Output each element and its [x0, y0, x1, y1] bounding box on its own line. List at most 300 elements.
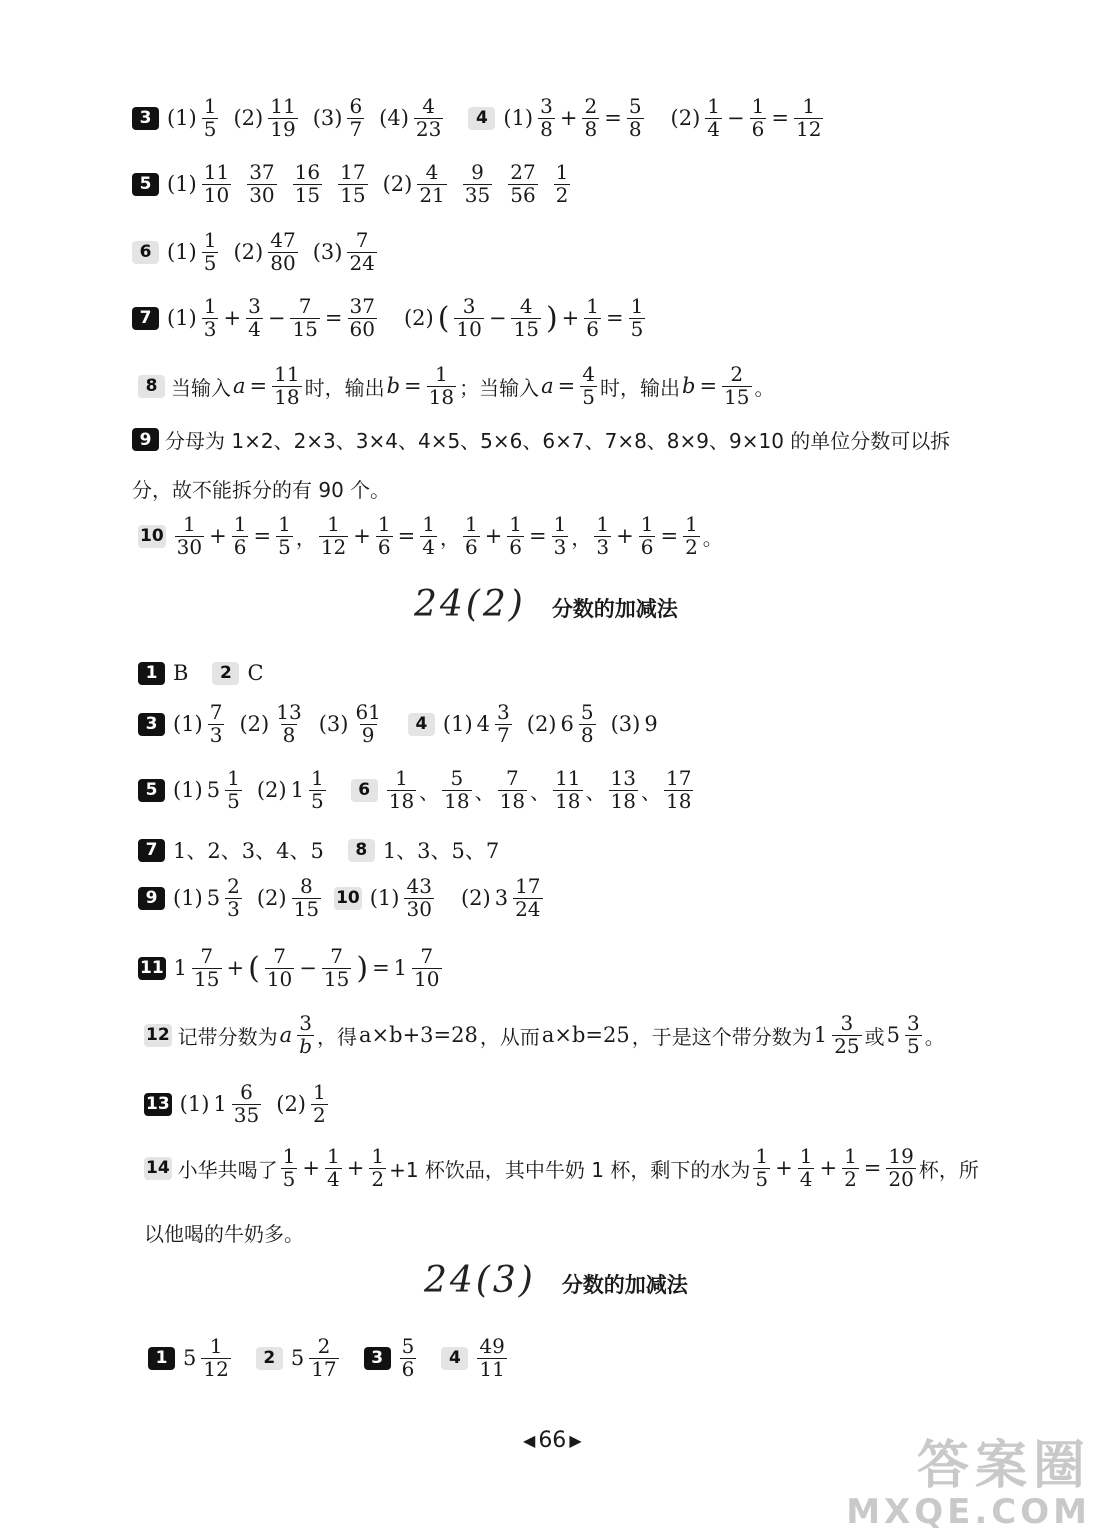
fraction-numerator: 1 [802, 94, 816, 118]
fraction [794, 96, 823, 140]
fraction [553, 768, 582, 812]
answer-text: − [488, 306, 507, 331]
question-number-badge: 13 [146, 1094, 170, 1115]
answer-text: (3) [610, 712, 641, 737]
answer-text: 3 [494, 886, 509, 911]
fraction-denominator: 30 [249, 182, 275, 207]
fraction-denominator: 2 [844, 1166, 857, 1191]
answer-text: 杯，所 [918, 1157, 979, 1182]
answer-text: 、 [585, 779, 606, 804]
answer-text: ， [295, 525, 316, 550]
fraction [609, 768, 638, 812]
answer-row-s2-q3-q4 [138, 702, 660, 746]
question-number-badge: 7 [132, 307, 159, 330]
fraction-numerator: 1 [553, 512, 567, 536]
fraction [750, 96, 767, 140]
answer-text: 时，输出 [599, 375, 680, 400]
fraction [511, 296, 540, 340]
answer-row-s2-q13 [144, 1082, 331, 1126]
answer-text: 小华共喝了 [177, 1157, 278, 1182]
fraction-numerator: 1 [203, 94, 217, 118]
left-arrow-icon: ◀ [523, 1431, 536, 1450]
fraction-numerator: 3 [299, 1011, 312, 1035]
fraction-denominator: 35 [464, 182, 491, 207]
fraction-denominator: 8 [584, 116, 598, 141]
question-number-badge: 3 [138, 713, 165, 736]
fraction-numerator: 17 [665, 766, 692, 790]
fraction [293, 162, 322, 206]
fraction-denominator: 18 [610, 788, 636, 813]
fraction-numerator: 1 [435, 362, 448, 386]
fraction [232, 1082, 261, 1126]
fraction-numerator: 1 [707, 94, 721, 118]
answer-row-s2-q14-cont [144, 1218, 304, 1247]
fraction-numerator: 37 [249, 160, 275, 184]
fraction [348, 296, 377, 340]
answer-text: ( [437, 300, 450, 336]
fraction [325, 1146, 342, 1190]
answer-text: (1) [167, 172, 197, 197]
fraction-numerator: 7 [355, 228, 369, 252]
question-number-badge: 1 [148, 1347, 175, 1370]
answer-text: (2) [670, 106, 701, 131]
fraction [463, 162, 492, 206]
answer-text: 1 [213, 1092, 227, 1117]
fraction [886, 1146, 915, 1190]
fraction-numerator: 1 [586, 294, 599, 318]
answer-row-s2-q1-q2 [138, 661, 266, 685]
question-number-badge: 4 [441, 1347, 468, 1370]
fraction-denominator: 18 [388, 788, 415, 813]
fraction-numerator: 4 [425, 160, 439, 184]
answer-text: b [681, 374, 696, 399]
fraction-denominator: b [299, 1033, 313, 1058]
fraction-numerator: 2 [227, 874, 240, 898]
fraction [202, 162, 231, 206]
fraction-numerator: 1 [464, 512, 478, 536]
answer-text: = [249, 374, 268, 399]
right-arrow-icon: ▶ [569, 1431, 582, 1450]
answer-text: ) [356, 950, 369, 986]
answer-text: a [233, 374, 246, 399]
fraction-numerator: 3 [906, 1011, 920, 1035]
fraction [276, 514, 293, 558]
fraction-denominator: 11 [479, 1356, 505, 1381]
fraction-numerator: 2 [730, 362, 744, 386]
question-number-badge: 12 [146, 1025, 170, 1046]
fraction-numerator: 7 [420, 944, 434, 968]
fraction-denominator: 35 [233, 1102, 260, 1127]
fraction-numerator: 8 [299, 874, 313, 898]
question-number-badge: 5 [138, 779, 165, 802]
answer-text: − [299, 956, 317, 981]
question-number-badge: 4 [408, 713, 435, 736]
fraction-numerator: 1 [233, 512, 247, 536]
answer-row-s1-q3-q4 [132, 96, 826, 140]
fraction-numerator: 2 [584, 94, 598, 118]
fraction [281, 1146, 298, 1190]
fraction [513, 876, 542, 920]
answer-text: a [279, 1023, 293, 1048]
fraction [417, 162, 446, 206]
fraction-denominator: 10 [203, 182, 230, 207]
answer-text: (2) [233, 106, 264, 131]
fraction-denominator: 56 [510, 182, 536, 207]
fraction-denominator: 2 [685, 534, 698, 559]
page-number-text: 66 [538, 1428, 567, 1453]
fraction-denominator: 10 [414, 966, 440, 991]
fraction-numerator: 17 [515, 874, 541, 898]
fraction-numerator: 1 [282, 1144, 296, 1168]
fraction [175, 514, 204, 558]
answer-text: + [346, 1156, 365, 1181]
answer-text: (2) [239, 712, 270, 737]
answer-text: + [559, 106, 578, 131]
answer-text: = [699, 374, 718, 399]
answer-text: a×b=25 [541, 1023, 630, 1048]
fraction-numerator: 6 [240, 1080, 253, 1104]
fraction-denominator: 20 [888, 1166, 914, 1191]
fraction [705, 96, 722, 140]
fraction-numerator: 16 [294, 160, 321, 184]
answer-text: ；当输入 [459, 375, 540, 400]
answer-text: 1 [290, 778, 304, 803]
fraction-numerator: 7 [200, 944, 214, 968]
answer-text: +1 杯饮品，其中牛奶 1 杯，剩下的水为 [389, 1157, 751, 1182]
answer-text: 。 [754, 375, 775, 400]
fraction [290, 296, 319, 340]
answer-text: ( [248, 950, 260, 986]
section-heading-24-2 [414, 584, 678, 625]
fraction-denominator: 5 [282, 1166, 296, 1191]
answer-text: + [484, 524, 503, 549]
fraction [246, 296, 263, 340]
fraction [225, 876, 242, 920]
fraction-numerator: 27 [510, 160, 536, 184]
fraction-denominator: 15 [724, 384, 750, 409]
answer-text: 、 [419, 779, 440, 804]
fraction [225, 768, 242, 812]
fraction-numerator: 1 [685, 512, 698, 536]
answer-row-s1-q7 [132, 296, 648, 340]
fraction [274, 702, 303, 746]
fraction-numerator: 13 [610, 766, 636, 790]
watermark-url: MXQE.COM [846, 1492, 1091, 1532]
answer-text: (2) [460, 886, 491, 911]
fraction [463, 514, 480, 558]
fraction-denominator: 6 [464, 534, 478, 559]
answer-row-s3 [148, 1336, 510, 1380]
section-title: 分数的加减法 [561, 1273, 688, 1297]
fraction-numerator: 1 [596, 512, 610, 536]
answer-text: 9 [644, 712, 658, 737]
answer-text: (1) [369, 886, 400, 911]
section-heading-24-3 [424, 1260, 688, 1301]
fraction-denominator: 6 [401, 1356, 415, 1381]
fraction [552, 514, 569, 558]
answer-row-s2-q7-q8 [138, 835, 501, 865]
fraction-denominator: 18 [428, 384, 455, 409]
fraction-denominator: 24 [349, 250, 375, 275]
fraction-numerator: 11 [274, 362, 300, 386]
answer-text: 记带分数为 [177, 1024, 278, 1049]
answer-text: 。 [924, 1024, 945, 1049]
fraction-numerator: 1 [203, 228, 217, 252]
answer-text: ，从而 [479, 1024, 540, 1049]
fraction [442, 768, 471, 812]
fraction-denominator: 7 [349, 116, 363, 141]
fraction [309, 768, 326, 812]
question-number-badge: 3 [132, 107, 159, 130]
fraction-denominator: 6 [640, 534, 654, 559]
fraction [414, 96, 443, 140]
answer-text: a [541, 374, 554, 399]
fraction-numerator: 1 [313, 1080, 326, 1104]
answer-text: (1) [167, 106, 197, 131]
fraction-numerator: 4 [582, 362, 595, 386]
fraction-numerator: 6 [349, 94, 363, 118]
answer-text: (1) [503, 106, 534, 131]
fraction [584, 296, 601, 340]
answer-text: ) [545, 300, 558, 336]
fraction-denominator: 2 [555, 182, 569, 207]
answer-text: (2) [233, 240, 264, 265]
answer-text: = [372, 956, 390, 981]
answer-text: (1) [173, 886, 203, 911]
fraction-denominator: 17 [311, 1356, 337, 1381]
answer-row-s1-q9 [132, 425, 950, 454]
fraction-numerator: 1 [310, 766, 324, 790]
fraction [722, 364, 751, 408]
answer-text: 1 [173, 956, 188, 981]
fraction-numerator: 1 [630, 294, 644, 318]
answer-text: b [386, 374, 401, 399]
fraction-denominator: 25 [834, 1033, 860, 1058]
fraction-denominator: 5 [755, 1166, 769, 1191]
fraction [477, 1336, 506, 1380]
answer-text: (3) [312, 240, 343, 265]
fraction [208, 702, 225, 746]
answer-text: (2) [276, 1092, 306, 1117]
fraction-denominator: 30 [406, 896, 432, 921]
answer-text: 、 [530, 779, 551, 804]
answer-text: 1 [813, 1023, 828, 1048]
question-number-badge: 1 [138, 662, 165, 685]
question-number-badge: 5 [132, 173, 159, 196]
answer-text: = [397, 524, 416, 549]
fraction-numerator: 1 [327, 512, 340, 536]
fraction-denominator: 12 [320, 534, 347, 559]
fraction [798, 1146, 815, 1190]
fraction [347, 230, 376, 274]
fraction-denominator: 18 [274, 384, 300, 409]
fraction-numerator: 3 [248, 294, 261, 318]
fraction-numerator: 1 [278, 512, 291, 536]
fraction [347, 96, 364, 140]
fraction-denominator: 21 [419, 182, 445, 207]
fraction-denominator: 12 [795, 116, 822, 141]
fraction [404, 876, 433, 920]
question-number-badge: 8 [348, 839, 375, 862]
fraction [842, 1146, 859, 1190]
answer-text: + [302, 1156, 321, 1181]
fraction-numerator: 1 [183, 512, 196, 536]
question-number-badge: 11 [140, 958, 164, 979]
question-number-badge: 7 [138, 839, 165, 862]
fraction-numerator: 7 [273, 944, 286, 968]
question-number-badge: 9 [138, 887, 165, 910]
question-number-badge: 3 [364, 1347, 391, 1370]
fraction-numerator: 4 [422, 94, 436, 118]
fraction-denominator: 3 [227, 896, 240, 921]
fraction-numerator: 61 [355, 700, 381, 724]
fraction [905, 1013, 922, 1057]
answer-text: (1) [442, 712, 473, 737]
fraction-denominator: 4 [248, 316, 261, 341]
fraction-denominator: 8 [580, 722, 594, 747]
fraction-denominator: 15 [294, 182, 321, 207]
fraction-denominator: 8 [282, 722, 296, 747]
fraction-numerator: 7 [330, 944, 343, 968]
fraction-denominator: 4 [799, 1166, 813, 1191]
question-number-badge: 4 [468, 107, 495, 130]
fraction-numerator: 3 [497, 700, 510, 724]
fraction [664, 768, 693, 812]
answer-text: 5 [206, 886, 221, 911]
answer-text: 1、3、5、7 [382, 839, 500, 863]
answer-text: 5 [290, 1346, 305, 1371]
fraction-denominator: 5 [203, 116, 217, 141]
fraction [232, 514, 249, 558]
fraction-denominator: 23 [415, 116, 442, 141]
answer-text: 4 [476, 712, 491, 737]
fraction-denominator: 9 [361, 722, 375, 747]
fraction [202, 96, 219, 140]
answer-text: = [404, 374, 422, 399]
fraction-denominator: 19 [270, 116, 296, 141]
fraction [265, 946, 294, 990]
fraction [420, 514, 437, 558]
fraction-numerator: 5 [401, 1334, 415, 1358]
fraction-numerator: 7 [505, 766, 519, 790]
answer-row-s1-q5 [132, 162, 573, 206]
fraction-numerator: 17 [340, 160, 366, 184]
fraction-numerator: 1 [395, 766, 408, 790]
fraction-denominator: 6 [509, 534, 523, 559]
answer-text: ， [571, 525, 592, 550]
answer-text: = [606, 306, 624, 331]
fraction-denominator: 2 [371, 1166, 385, 1191]
answer-row-s2-q14 [144, 1146, 979, 1190]
fraction-denominator: 18 [555, 788, 581, 813]
answer-text: 5 [206, 778, 221, 803]
fraction-denominator: 15 [292, 316, 318, 341]
section-title: 分数的加减法 [551, 597, 678, 621]
fraction-denominator: 5 [278, 534, 291, 559]
fraction-denominator: 15 [323, 966, 350, 991]
answer-text: C [247, 661, 264, 685]
fraction-numerator: 1 [227, 766, 240, 790]
answer-text: (4) [379, 106, 409, 131]
answer-row-s1-q6 [132, 230, 380, 274]
answer-text: 、 [474, 779, 495, 804]
answer-text: 时，输出 [304, 375, 385, 400]
section-code: 24(2) [414, 584, 526, 625]
fraction [311, 1082, 328, 1126]
fraction [201, 1336, 230, 1380]
fraction-denominator: 5 [310, 788, 324, 813]
fraction [338, 162, 367, 206]
answer-text: 5 [183, 1346, 197, 1371]
fraction-numerator: 1 [209, 1334, 223, 1358]
page-number [520, 1428, 585, 1453]
fraction [297, 1013, 314, 1057]
fraction [579, 702, 596, 746]
fraction-numerator: 11 [203, 160, 230, 184]
fraction [272, 364, 301, 408]
fraction-denominator: 80 [270, 250, 296, 275]
answer-text: (2) [256, 778, 287, 803]
answer-text: (1) [167, 306, 197, 331]
fraction [319, 514, 348, 558]
fraction-denominator: 18 [499, 788, 526, 813]
fraction-numerator: 3 [840, 1011, 854, 1035]
fraction-denominator: 5 [906, 1033, 920, 1058]
fraction-numerator: 1 [555, 160, 569, 184]
fraction-numerator: 7 [209, 700, 223, 724]
answer-text: = [771, 106, 789, 131]
fraction-denominator: 8 [540, 116, 553, 141]
answer-text: (2) [403, 306, 434, 331]
fraction-numerator: 47 [270, 228, 296, 252]
fraction [268, 230, 297, 274]
fraction-numerator: 1 [640, 512, 654, 536]
fraction-denominator: 60 [349, 316, 375, 341]
fraction-numerator: 2 [317, 1334, 331, 1358]
answer-text: + [775, 1156, 793, 1181]
fraction [507, 514, 524, 558]
answer-text: + [561, 306, 580, 331]
answer-text: (2) [526, 712, 557, 737]
watermark [846, 1423, 1091, 1532]
fraction-numerator: 1 [327, 1144, 340, 1168]
fraction-numerator: 3 [462, 294, 476, 318]
fraction-numerator: 5 [580, 700, 594, 724]
answer-text: 分母为 1×2、2×3、3×4、4×5、5×6、6×7、7×8、8×9、9×10 的单位分数可以拆 [165, 429, 951, 453]
fraction [594, 514, 611, 558]
answer-text: + [209, 524, 227, 549]
fraction-numerator: 37 [349, 294, 375, 318]
fraction [554, 162, 571, 206]
fraction-denominator: 5 [227, 788, 240, 813]
fraction-numerator: 43 [406, 874, 432, 898]
fraction-denominator: 12 [203, 1356, 229, 1381]
answer-text: (3) [312, 106, 343, 131]
fraction-numerator: 1 [422, 512, 435, 536]
fraction [508, 162, 537, 206]
answer-text: = [324, 306, 343, 331]
answer-text: 6 [560, 712, 574, 737]
fraction-denominator: 2 [313, 1102, 326, 1127]
fraction-denominator: 10 [266, 966, 293, 991]
fraction-numerator: 13 [276, 700, 302, 724]
answer-text: − [727, 106, 745, 131]
fraction [538, 96, 555, 140]
answer-text: ， [439, 525, 460, 550]
answer-text: = [863, 1156, 882, 1181]
answer-text: − [267, 306, 286, 331]
answer-text: (1) [179, 1092, 210, 1117]
